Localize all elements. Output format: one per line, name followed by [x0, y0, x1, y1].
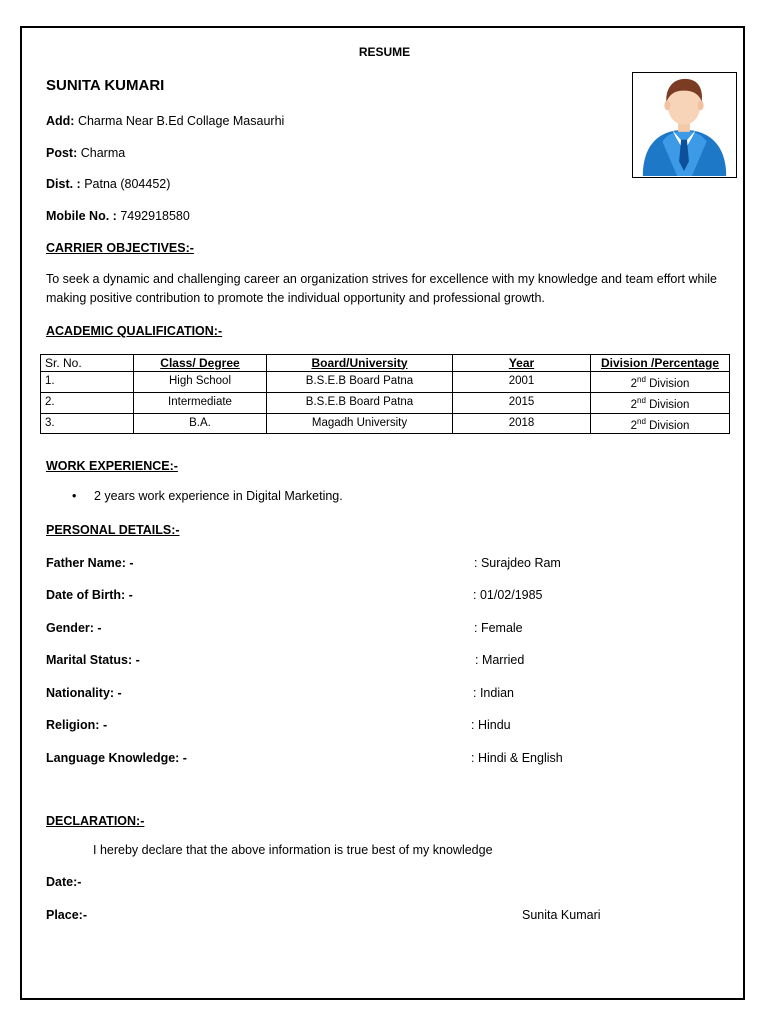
candidate-name: SUNITA KUMARI	[46, 77, 165, 94]
dist-label: Dist. :	[46, 177, 81, 191]
signature-name: Sunita Kumari	[522, 908, 601, 922]
academic-table	[40, 354, 730, 434]
resume-page	[20, 26, 745, 1000]
marital-status-value: : Married	[475, 653, 525, 667]
table-cell: 1.	[41, 372, 134, 393]
table-row	[41, 372, 730, 393]
table-cell: 2015	[453, 392, 591, 413]
document-title: RESUME	[358, 45, 411, 59]
gender-label: Gender: -	[46, 621, 102, 635]
dist-line	[46, 177, 170, 191]
declaration-text: I hereby declare that the above information is true best of my knowledge	[93, 843, 493, 857]
mobile-value: 7492918580	[120, 209, 190, 223]
personal-heading: PERSONAL DETAILS:-	[46, 523, 180, 537]
place-label: Place:-	[46, 908, 87, 922]
post-value: Charma	[80, 146, 126, 160]
marital-status-label: Marital Status: -	[46, 653, 140, 667]
table-cell: B.S.E.B Board Patna	[267, 372, 453, 393]
address-label: Add:	[46, 114, 75, 128]
table-cell: Magadh University	[267, 413, 453, 434]
table-header: Sr. No.	[41, 355, 134, 372]
table-cell: High School	[134, 372, 267, 393]
date-label: Date:-	[46, 875, 82, 889]
table-header: Board/University	[267, 355, 453, 372]
table-row	[41, 413, 730, 434]
table-cell: 2001	[453, 372, 591, 393]
father-name-value: : Surajdeo Ram	[474, 556, 561, 570]
language-label: Language Knowledge: -	[46, 751, 187, 765]
academic-heading: ACADEMIC QUALIFICATION:-	[46, 324, 223, 338]
table-cell: B.A.	[134, 413, 267, 434]
post-label: Post:	[46, 146, 78, 160]
address-value: Charma Near B.Ed Collage Masaurhi	[77, 114, 285, 128]
objectives-text: To seek a dynamic and challenging career an organization strives for excellence with my knowledge and team effort while making positive contribution to promote the individual opportunity and professional growth.	[46, 272, 717, 305]
dist-value: Patna (804452)	[84, 177, 171, 191]
religion-label: Religion: -	[46, 718, 108, 732]
table-cell: 2nd Division	[591, 372, 730, 393]
nationality-label: Nationality: -	[46, 686, 122, 700]
father-name-label: Father Name: -	[46, 556, 134, 570]
mobile-label: Mobile No. :	[46, 209, 117, 223]
table-cell: B.S.E.B Board Patna	[267, 392, 453, 413]
nationality-value: : Indian	[473, 686, 515, 700]
work-heading: WORK EXPERIENCE:-	[46, 459, 178, 473]
table-header: Class/ Degree	[134, 355, 267, 372]
table-header: Year	[453, 355, 591, 372]
objectives-heading: CARRIER OBJECTIVES:-	[46, 241, 194, 255]
address-line	[46, 114, 284, 128]
table-cell: Intermediate	[134, 392, 267, 413]
language-value: : Hindi & English	[471, 751, 563, 765]
mobile-line	[46, 209, 190, 223]
table-cell: 2018	[453, 413, 591, 434]
dob-label: Date of Birth: -	[46, 588, 133, 602]
post-line	[46, 146, 125, 160]
dob-value: : 01/02/1985	[473, 588, 543, 602]
religion-value: : Hindu	[471, 718, 511, 732]
avatar-icon	[633, 73, 736, 177]
table-header: Division /Percentage	[591, 355, 730, 372]
table-header-row	[41, 355, 730, 372]
table-cell: 2nd Division	[591, 413, 730, 434]
declaration-heading: DECLARATION:-	[46, 814, 145, 828]
table-cell: 3.	[41, 413, 134, 434]
table-cell: 2nd Division	[591, 392, 730, 413]
table-row	[41, 392, 730, 413]
gender-value: : Female	[474, 621, 523, 635]
table-cell: 2.	[41, 392, 134, 413]
work-item: 2 years work experience in Digital Marketing.	[94, 489, 343, 503]
bullet-icon: •	[72, 489, 77, 503]
profile-photo	[632, 72, 737, 178]
